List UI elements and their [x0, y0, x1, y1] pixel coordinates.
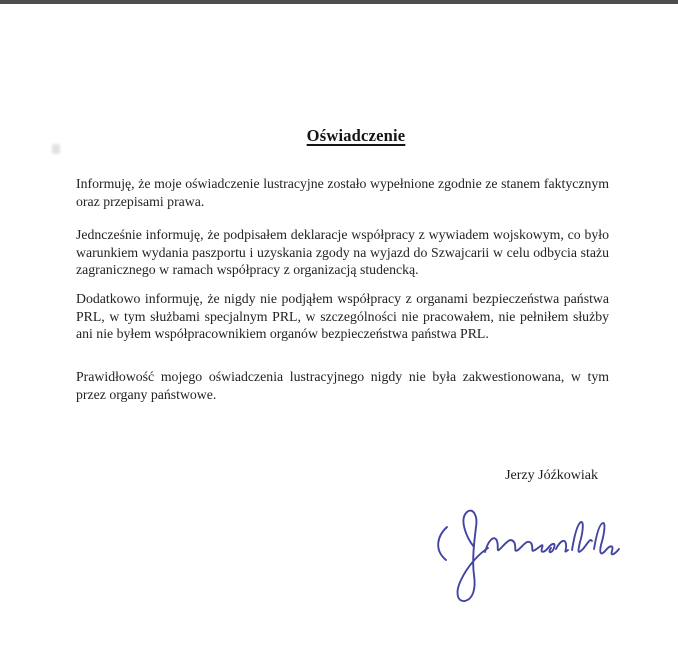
signature-stroke-scribble — [485, 538, 555, 552]
handwritten-signature — [428, 502, 628, 612]
paragraph-4: Prawidłowość mojego oświadczenia lustracyjnego nigdy nie była zakwestionowana, w tym przez organy państwowe. — [76, 369, 609, 402]
paragraph-2: Jedncześnie informuję, że podpisałem deklaracje współpracy z wywiadem wojskowym, co było warunkiem wydania paszportu i uzyskania zgody na wyjazd do Szwajcarii w celu odbycia stażu zagranicznego w ramach współpracy z organizacją studencką. — [76, 227, 609, 278]
paragraph-3: Dodatkowo informuję, że nigdy nie podjąłem współpracy z organami bezpieczeństwa państwa PRL, w tym służbami specjalnym PRL, w szczególności nie pracowałem, nie pełniłem służby ani nie byłem współpracownikiem organów bezpieczeństwa państwa PRL. — [76, 291, 609, 342]
document-title: Oświadczenie — [306, 126, 406, 145]
paragraph-1: Informuję, że moje oświadczenie lustracyjne zostało wypełnione zgodnie ze stanem faktycznym oraz przepisami prawa. — [76, 176, 609, 209]
scan-artifact — [52, 144, 60, 154]
signatory-name: Jerzy Jóźkowiak — [505, 468, 598, 483]
signature-stroke-initial — [458, 511, 488, 601]
scan-top-edge — [0, 0, 678, 4]
signature-stroke-arc — [438, 527, 447, 560]
signature-stroke-flourish — [556, 522, 619, 554]
